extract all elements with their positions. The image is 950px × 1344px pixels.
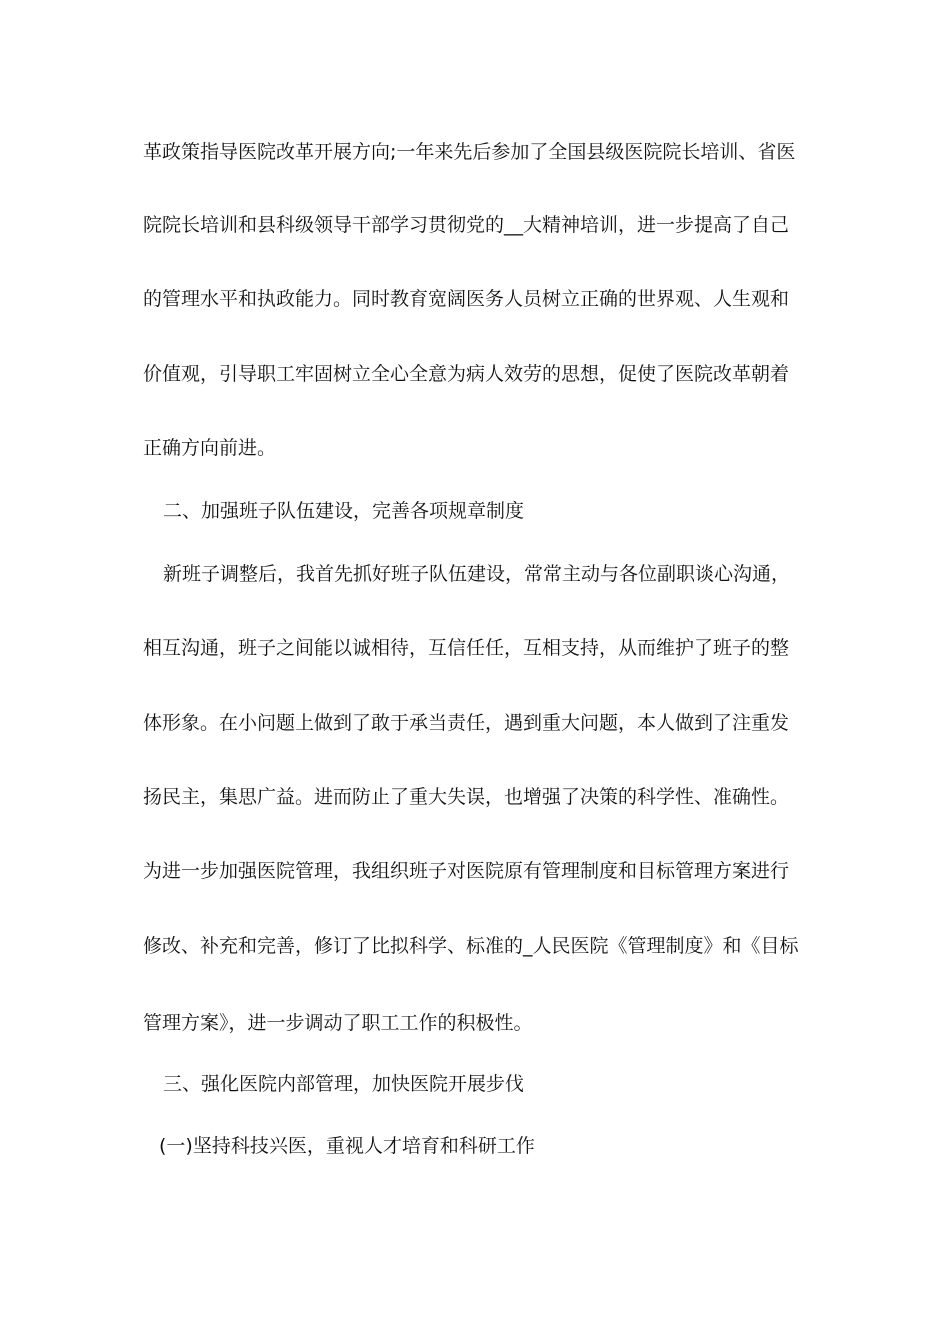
paragraph-line-5: 正确方向前进。	[143, 437, 277, 459]
paragraph-line-10: 为进一步加强医院管理，我组织班子对医院原有管理制度和目标管理方案进行	[143, 860, 790, 882]
paragraph-line-3: 的管理水平和执政能力。同时教育宽阔医务人员树立正确的世界观、人生观和	[143, 288, 790, 310]
paragraph-line-6: 新班子调整后，我首先抓好班子队伍建设，常常主动与各位副职谈心沟通，	[163, 563, 791, 585]
paragraph-line-11: 修改、补充和完善，修订了比拟科学、标准的_人民医院《管理制度》和《目标	[143, 935, 799, 957]
paragraph-line-4: 价值观，引导职工牢固树立全心全意为病人效劳的思想，促使了医院改革朝着	[143, 363, 790, 385]
paragraph-line-12: 管理方案》，进一步调动了职工工作的积极性。	[143, 1012, 533, 1034]
section-heading-2: 二、加强班子队伍建设，完善各项规章制度	[163, 500, 525, 522]
paragraph-line-9: 扬民主，集思广益。进而防止了重大失误，也增强了决策的科学性、准确性。	[143, 786, 790, 808]
section-heading-3: 三、强化医院内部管理，加快医院开展步伐	[163, 1073, 525, 1095]
subsection-heading-1: (一)坚持科技兴医，重视人才培育和科研工作	[159, 1135, 535, 1157]
paragraph-line-8: 体形象。在小问题上做到了敢于承当责任，遇到重大问题，本人做到了注重发	[143, 712, 790, 734]
paragraph-line-2: 院院长培训和县科级领导干部学习贯彻党的__大精神培训，进一步提高了自己	[143, 214, 790, 236]
paragraph-line-7: 相互沟通，班子之间能以诚相待，互信任任，互相支持，从而维护了班子的整	[143, 637, 790, 659]
paragraph-line-1: 革政策指导医院改革开展方向;一年来先后参加了全国县级医院院长培训、省医	[143, 141, 796, 163]
